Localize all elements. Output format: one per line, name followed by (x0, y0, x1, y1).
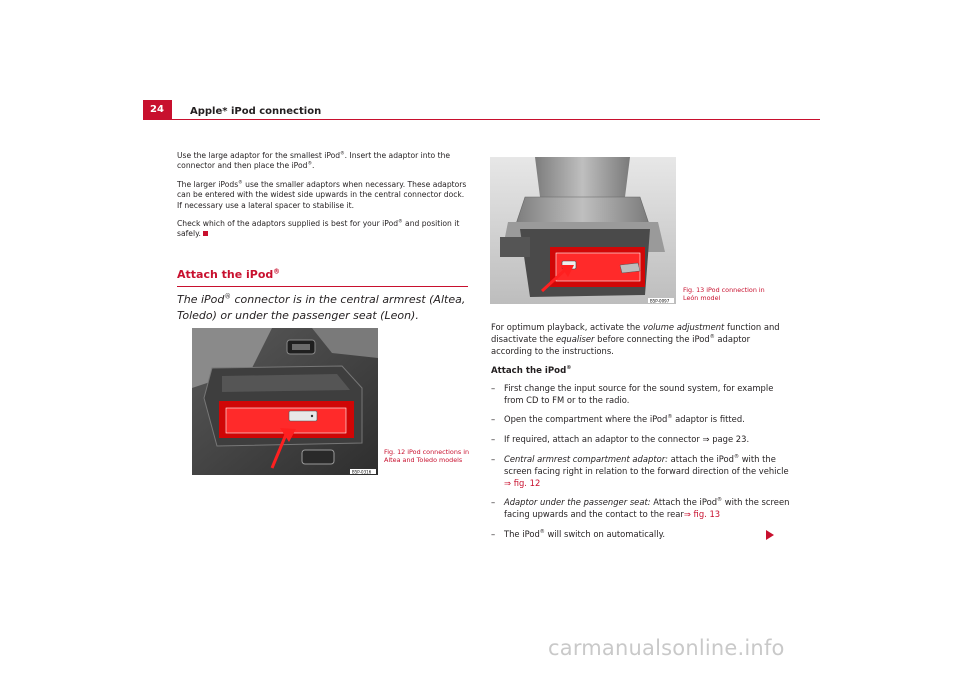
step-item: – The iPod® will switch on automatically. (491, 529, 666, 539)
intro-paragraph: For optimum playback, activate the volume adjustment function and disactivate the equaliser before connecting the iPod® adaptor according to the instructions. (491, 322, 780, 357)
watermark-logo: carmanualsonline.info (548, 636, 785, 660)
step-item: – Central armrest compartment adaptor: attach the iPod® with the screen facing right in relation to the forward direction of the vehicle ⇒ fig. 12 (491, 454, 789, 489)
step-dash: – (491, 414, 496, 424)
page-number: 24 (150, 104, 164, 115)
page-reference-link[interactable]: page 23. (709, 434, 750, 444)
figure-13-code: B5P-0097 (650, 298, 670, 304)
running-header-title: Apple* iPod connection (190, 106, 322, 117)
step-item: – Open the compartment where the iPod® adaptor is fitted. (491, 414, 745, 424)
step-item: – Adaptor under the passenger seat: Attach the iPod® with the screen facing upwards and the contact to the rear⇒ fig. 13 (491, 497, 790, 520)
step-dash: – (491, 454, 496, 464)
continue-arrow-icon[interactable] (766, 530, 774, 540)
step-item: – If required, attach an adaptor to the connector ⇒ page 23. (491, 434, 750, 444)
figure-12-code: B5P-0316 (352, 469, 372, 475)
step-dash: – (491, 529, 496, 539)
section-title: Attach the iPod® (177, 267, 280, 281)
section-lead: The iPod® connector is in the central armrest (Altea, Toledo) or under the passenger seat (Leon). (177, 292, 466, 322)
header-rule (172, 119, 820, 120)
figure-12-armrest-photo (192, 328, 378, 475)
cross-reference-arrow: ⇒ (702, 434, 710, 444)
paragraph-check-adaptors: Check which of the adaptors supplied is best for your iPod® and position it safely. (177, 219, 460, 239)
step-dash: – (491, 383, 496, 393)
figure-12-caption: Fig. 12 iPod connections in Altea and Toledo models (384, 448, 470, 464)
end-of-section-marker (203, 231, 208, 236)
steps-heading: Attach the iPod® (491, 365, 572, 376)
step-item: – First change the input source for the sound system, for example from CD to FM or to the radio. (491, 383, 774, 406)
section-rule (177, 286, 468, 287)
figure-13-reference-link[interactable]: ⇒ fig. 13 (683, 509, 721, 520)
paragraph-larger-ipods: The larger iPods® use the smaller adaptors when necessary. These adaptors can be entered with the widest side upwards in the central connector dock. If necessary use a lateral spacer to stabilise it. (177, 180, 467, 210)
figure-13-seat-photo (490, 157, 676, 304)
step-dash: – (491, 497, 496, 507)
step-dash: – (491, 434, 496, 444)
figure-12-reference-link[interactable]: ⇒ fig. 12 (504, 478, 541, 489)
paragraph-large-adaptor: Use the large adaptor for the smallest iPod®. Insert the adaptor into the connector and then place the iPod®. (177, 151, 451, 171)
figure-13-caption: Fig. 13 iPod connection in León model (683, 286, 765, 302)
